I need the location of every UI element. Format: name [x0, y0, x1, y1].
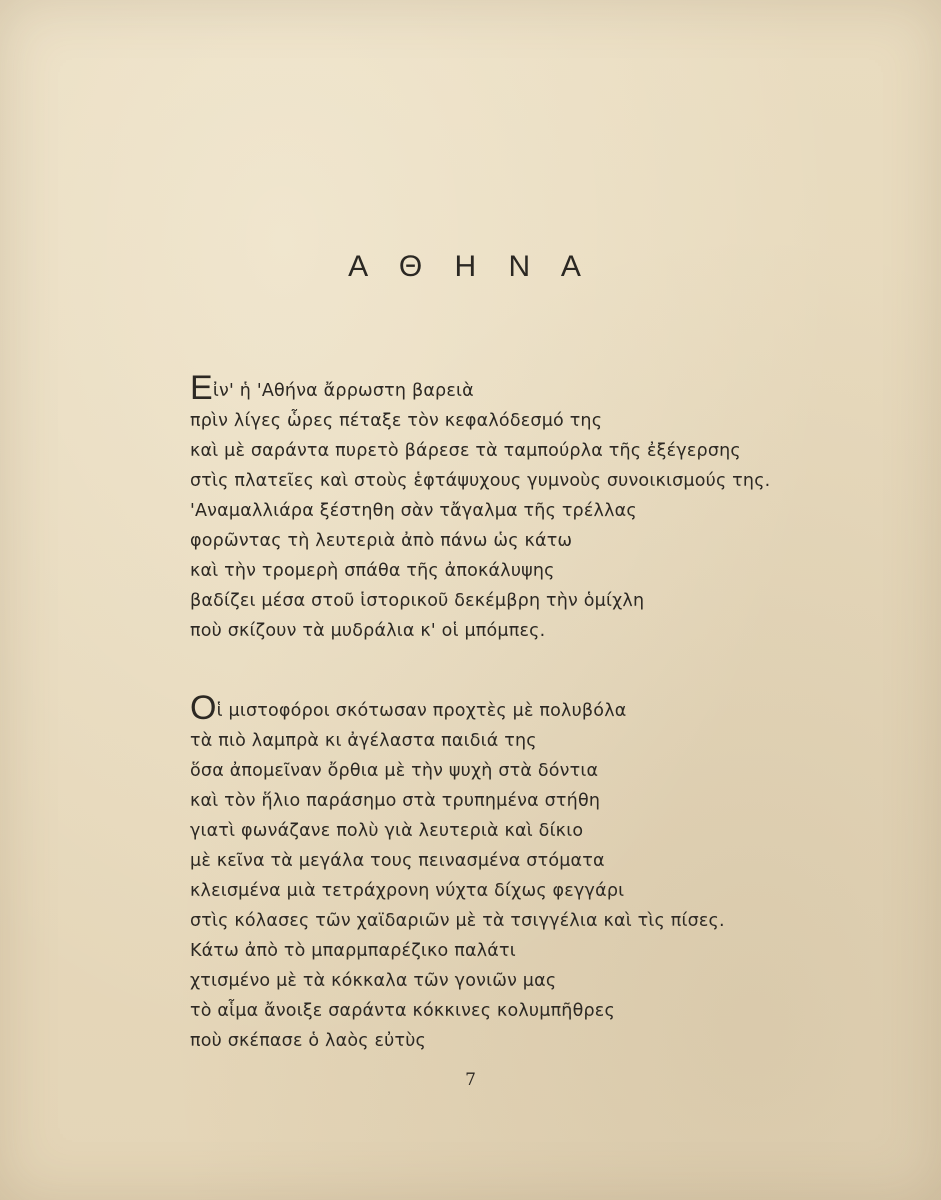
stanza-line: ὅσα ἀπομεῖναν ὄρθια μὲ τὴν ψυχὴ στὰ δόντια: [190, 761, 599, 781]
stanza-line: 'Αναμαλλιάρα ξέστηθη σὰν τἄγαλμα τῆς τρέλλας: [190, 501, 637, 521]
stanza-line: καὶ τὸν ἥλιο παράσημο στὰ τρυπημένα στήθη: [190, 791, 601, 811]
stanza-line: τὰ πιὸ λαμπρὰ κι ἀγέλαστα παιδιά της: [190, 731, 537, 751]
poem-title: Α Θ Η Ν Α: [348, 250, 593, 283]
stanza-line: στὶς πλατεῖες καὶ στοὺς ἑφτάψυχους γυμνοὺς συνοικισμούς της.: [190, 471, 771, 491]
stanza-line: χτισμένο μὲ τὰ κόκκαλα τῶν γονιῶν μας: [190, 971, 557, 991]
drop-initial: Ε: [190, 369, 213, 407]
stanza-line: τὸ αἷμα ἄνοιξε σαράντα κόκκινες κολυμπῆθρες: [190, 1001, 615, 1021]
stanza-line: βαδίζει μέσα στοῦ ἱστορικοῦ δεκέμβρη τὴν ὁμίχλη: [190, 591, 645, 611]
stanza-line-text: ἰν' ἡ 'Αθήνα ἄρρωστη βαρειὰ: [212, 381, 474, 401]
stanza-line: μὲ κεῖνα τὰ μεγάλα τους πεινασμένα στόματα: [190, 851, 605, 871]
stanza-line: Κάτω ἀπὸ τὸ μπαρμπαρέζικο παλάτι: [190, 941, 516, 961]
stanza-line: πρὶν λίγες ὧρες πέταξε τὸν κεφαλόδεσμό της: [190, 411, 603, 431]
page-number: 7: [465, 1070, 476, 1090]
stanza-line: καὶ μὲ σαράντα πυρετὸ βάρεσε τὰ ταμπούρλα τῆς ἐξέγερσης: [190, 441, 741, 461]
stanza-line: κλεισμένα μιὰ τετράχρονη νύχτα δίχως φεγγάρι: [190, 881, 625, 901]
stanza-line: καὶ τὴν τρομερὴ σπάθα τῆς ἀποκάλυψης: [190, 561, 555, 581]
stanza-2: [190, 689, 725, 1056]
stanza-line: [190, 689, 725, 727]
stanza-line: [190, 369, 770, 407]
drop-initial: Ο: [190, 689, 217, 727]
stanza-line-text: ἱ μιστοφόροι σκότωσαν προχτὲς μὲ πολυβόλα: [216, 701, 627, 721]
stanza-line: φορῶντας τὴ λευτεριὰ ἀπὸ πάνω ὡς κάτω: [190, 531, 573, 551]
stanza-line: ποὺ σκέπασε ὁ λαὸς εὐτὺς: [190, 1031, 426, 1051]
stanza-line: στὶς κόλασες τῶν χαϊδαριῶν μὲ τὰ τσιγγέλια καὶ τὶς πίσες.: [190, 911, 725, 931]
stanza-1: [190, 369, 771, 646]
stanza-line: γιατὶ φωνάζανε πολὺ γιὰ λευτεριὰ καὶ δίκιο: [190, 821, 584, 841]
stanza-line: ποὺ σκίζουν τὰ μυδράλια κ' οἱ μπόμπες.: [190, 621, 546, 641]
